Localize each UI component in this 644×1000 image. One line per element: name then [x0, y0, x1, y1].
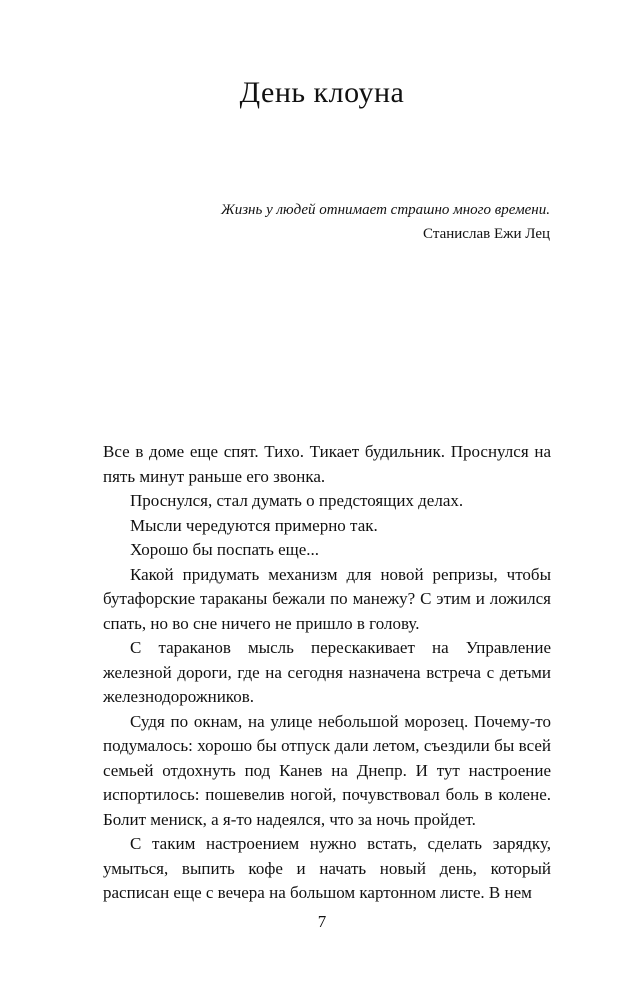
paragraph: Проснулся, стал думать о предстоящих делах.	[130, 491, 464, 510]
epigraph	[110, 199, 550, 245]
epigraph-quote: Жизнь у людей отнимает страшно много времени.	[220, 202, 550, 218]
chapter-title: День клоуна	[239, 76, 405, 109]
paragraph: Мысли чередуются примерно так.	[130, 515, 378, 535]
paragraph: Какой придумать механизм для новой репризы, чтобы бутафорские тараканы бежали по манежу? С этим и ложился спать, но во сне ничего не пришло в голову.	[103, 564, 551, 633]
paragraph: С тараканов мысль перескакивает на Управление железной дороги, где на сегодня назначена встреча с детьми железнодорожников.	[103, 638, 551, 706]
epigraph-author: Станислав Ежи Лец	[423, 226, 550, 242]
paragraph: Все в доме еще спят. Тихо. Тикает будильник. Проснулся на пять минут раньше его звонка.	[103, 442, 551, 486]
page-number: 7	[317, 912, 327, 931]
paragraph: Хорошо бы поспать еще...	[130, 540, 320, 559]
paragraph: С таким настроением нужно встать, сделать зарядку, умыться, выпить кофе и начать новый день, который расписан еще с вечера на большом картонном листе. В нем	[103, 834, 551, 902]
paragraph: Судя по окнам, на улице небольшой морозец. Почему-то подумалось: хорошо бы отпуск дали летом, съездили бы всей семьей отдохнуть под Канев на Днепр. И тут настроение испортилось: пошевелив ногой, почувствовал боль в колене. Болит мениск, а я-то надеялся, что за ночь пройдет.	[103, 711, 551, 829]
body-text	[103, 440, 551, 906]
